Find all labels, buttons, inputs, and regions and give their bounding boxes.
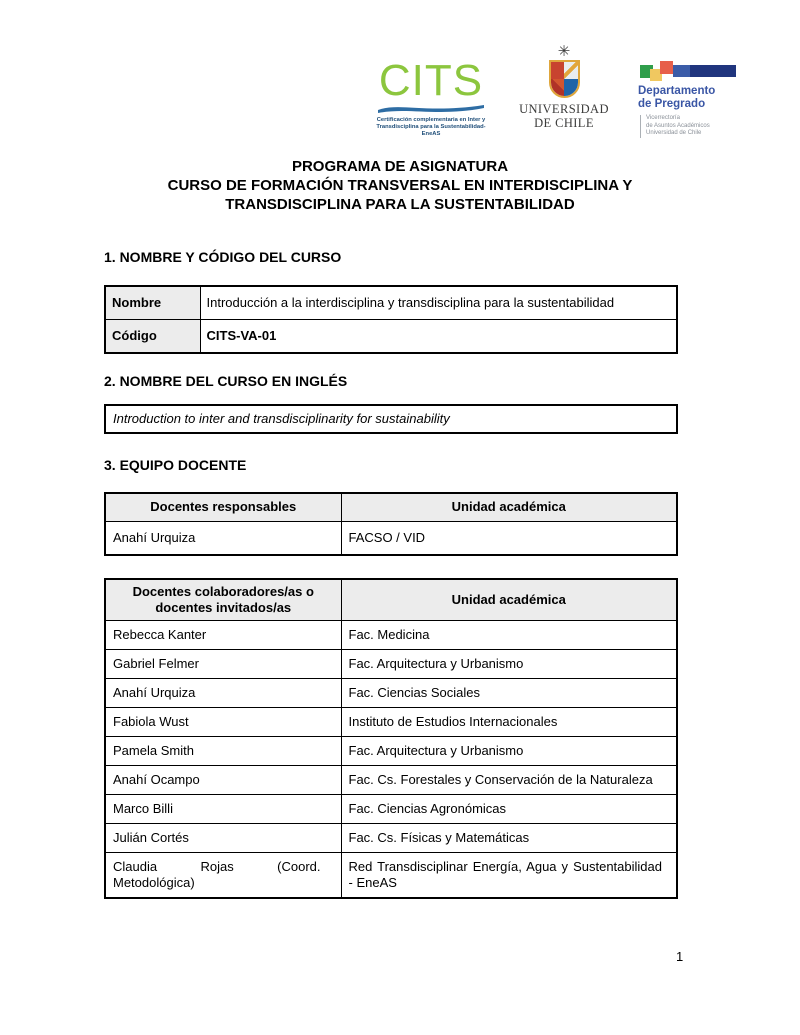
responsables-col2-header: Unidad académica (341, 493, 677, 521)
title-line1: PROGRAMA DE ASIGNATURA (291, 158, 509, 175)
shield-quadrant (551, 79, 565, 96)
docente-name-cell: Gabriel Felmer (105, 649, 341, 678)
table-row (105, 620, 677, 649)
english-name-box: Introduction to inter and transdisciplinarity for sustainability (104, 404, 678, 434)
pregrado-logo (638, 60, 744, 138)
codigo-value-cell: CITS-VA-01 (200, 320, 677, 354)
nombre-label-cell: Nombre (105, 286, 200, 320)
table-row (105, 736, 677, 765)
title-line3: TRANSDISCIPLINA PARA LA SUSTENTABILIDAD (225, 196, 575, 213)
section2-heading: 2. NOMBRE DEL CURSO EN INGLÉS (104, 373, 348, 389)
blue-square (673, 65, 690, 77)
section1-heading: 1. NOMBRE Y CÓDIGO DEL CURSO (104, 249, 342, 265)
table-row (105, 707, 677, 736)
table-header-row (105, 579, 677, 621)
table-header-row (105, 493, 677, 521)
red-square (660, 61, 673, 74)
colaboradores-col2-header: Unidad académica (341, 579, 677, 621)
pregrado-sub-line2: de Asuntos Académicos (646, 122, 710, 129)
table-row (105, 320, 677, 354)
unidad-cell: Red Transdisciplinar Energía, Agua y Sustentabilidad - EneAS (341, 852, 677, 898)
unidad-cell: Fac. Medicina (341, 620, 677, 649)
table-row (105, 521, 677, 555)
uchile-starburst-icon: ✳ (557, 43, 571, 60)
cits-wordmark: CITS (378, 56, 484, 105)
uchile-logo (516, 45, 612, 130)
table-row (105, 649, 677, 678)
codigo-label-cell: Código (105, 320, 200, 354)
pregrado-squares-icon (638, 60, 738, 80)
unidad-cell: Fac. Ciencias Sociales (341, 678, 677, 707)
shield-quadrant (564, 62, 578, 79)
unidad-cell: Fac. Cs. Forestales y Conservación de la Naturaleza (341, 765, 677, 794)
unidad-cell: Fac. Arquitectura y Urbanismo (341, 736, 677, 765)
uchile-name-line1: UNIVERSIDAD (519, 102, 609, 116)
docente-name-cell: Anahí Urquiza (105, 678, 341, 707)
table-row (105, 765, 677, 794)
document-body (104, 249, 678, 899)
pregrado-subtext (640, 115, 744, 138)
docente-name-cell: Julián Cortés (105, 823, 341, 852)
page-number: 1 (676, 949, 684, 964)
nombre-value-cell: Introducción a la interdisciplina y transdisciplina para la sustentabilidad (200, 286, 677, 320)
course-name-table (104, 285, 678, 354)
unidad-cell: Fac. Arquitectura y Urbanismo (341, 649, 677, 678)
uchile-shield-icon (549, 60, 580, 98)
docentes-colaboradores-table (104, 578, 678, 899)
navy-bar (690, 65, 736, 77)
section3-heading: 3. EQUIPO DOCENTE (104, 457, 247, 473)
pregrado-sub-line3: Universidad de Chile (646, 130, 702, 136)
uchile-name-line2: DE CHILE (534, 116, 594, 130)
docente-name-cell: Anahí Ocampo (105, 765, 341, 794)
docente-name-cell: Marco Billi (105, 794, 341, 823)
unidad-cell: Fac. Cs. Físicas y Matemáticas (341, 823, 677, 852)
table-row (105, 852, 677, 898)
pregrado-name (638, 85, 744, 110)
docente-name-cell: Rebecca Kanter (105, 620, 341, 649)
pregrado-name-line2: de Pregrado (638, 97, 706, 110)
title-line2: CURSO DE FORMACIÓN TRANSVERSAL EN INTERDISCIPLINA Y (167, 177, 633, 194)
colaboradores-col1-header: Docentes colaboradores/as o docentes invitados/as (105, 579, 341, 621)
shield-quadrant (551, 62, 565, 79)
shield-quadrant (564, 79, 578, 96)
docente-name-cell: Pamela Smith (105, 736, 341, 765)
docente-name-cell: Fabiola Wust (105, 707, 341, 736)
docente-name-cell: Anahí Urquiza (105, 521, 341, 555)
table-row (105, 678, 677, 707)
pregrado-sub-line1: Vicerrectoría (646, 115, 680, 121)
docente-name-cell: Claudia Rojas (Coord. Metodológica) (105, 852, 341, 898)
unidad-cell: Fac. Ciencias Agronómicas (341, 794, 677, 823)
cits-logo (372, 56, 490, 138)
table-row (105, 794, 677, 823)
cits-tagline-line2: Transdisciplina para la Sustentabilidad- EneAS (376, 124, 486, 137)
docentes-responsables-table (104, 492, 678, 556)
responsables-col1-header: Docentes responsables (105, 493, 341, 521)
table-row (105, 286, 677, 320)
pregrado-name-line1: Departamento (638, 85, 716, 97)
table-row (105, 823, 677, 852)
logo-row (372, 45, 744, 138)
cits-tagline-line1: Certificación complementaria en Inter y (376, 117, 486, 123)
unidad-cell: Instituto de Estudios Internacionales (341, 707, 677, 736)
unidad-cell: FACSO / VID (341, 521, 677, 555)
